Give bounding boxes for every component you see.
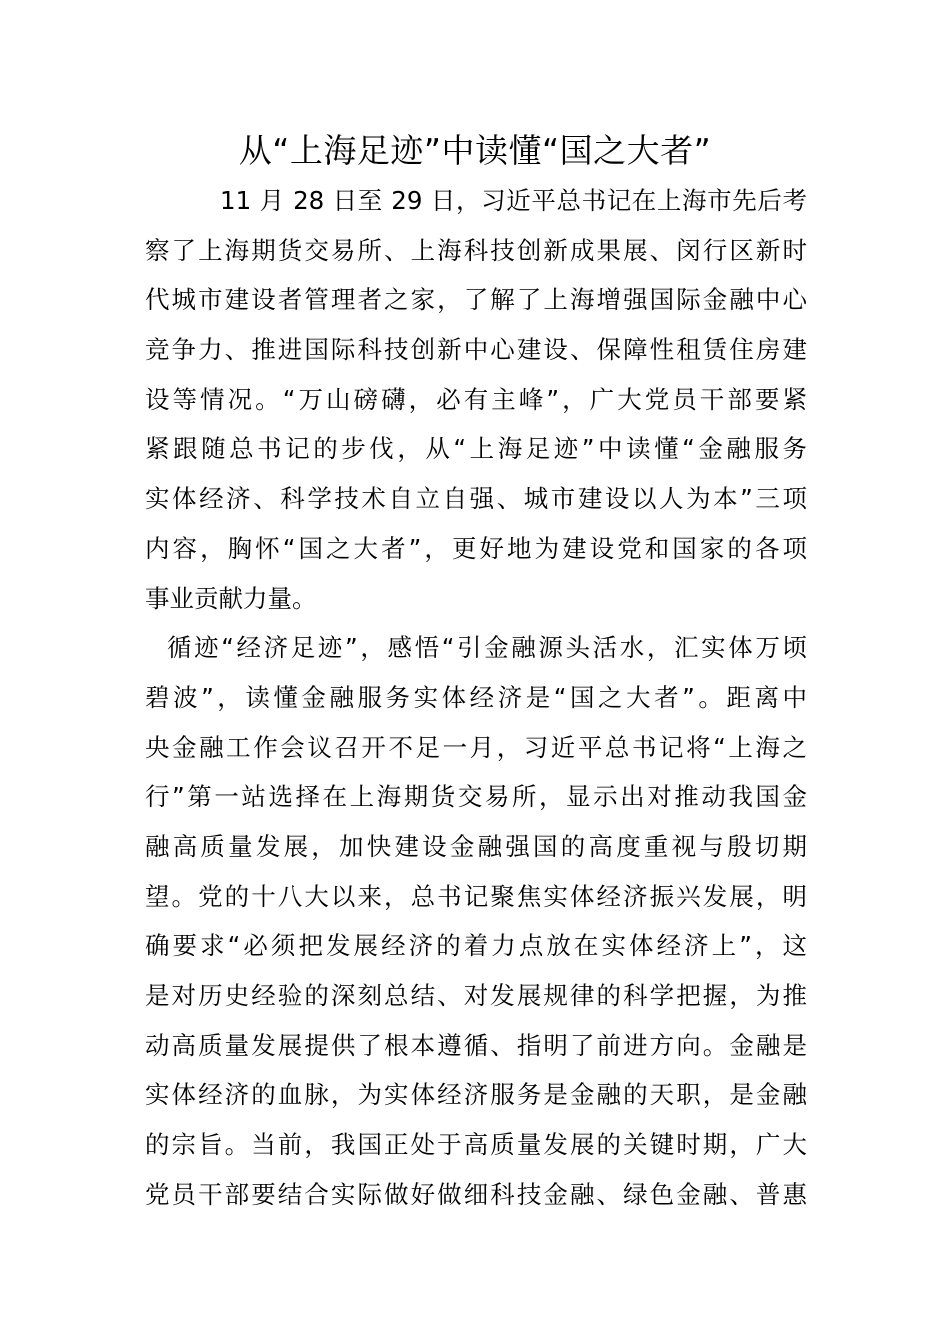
document-body xyxy=(145,176,807,1219)
paragraph-2-line-3: 央金融工作会议召开不足一月，习近平总书记将“上海之 xyxy=(145,732,807,762)
paragraph-1-line-8: 内容，胸怀“国之大者”，更好地为建设党和国家的各项 xyxy=(145,533,807,563)
paragraph-2-line-7: 确要求“必须把发展经济的着力点放在实体经济上”，这 xyxy=(145,931,807,961)
paragraph-2-line-11: 的宗旨。当前，我国正处于高质量发展的关键时期，广大 xyxy=(145,1130,807,1160)
paragraph-1-line-3: 代城市建设者管理者之家，了解了上海增强国际金融中心 xyxy=(145,285,807,315)
paragraph-1-line-1: 11 月 28 日至 29 日，习近平总书记在上海市先后考 xyxy=(220,186,807,215)
paragraph-2-line-4: 行”第一站选择在上海期货交易所，显示出对推动我国金 xyxy=(145,782,807,812)
paragraph-1-line-6: 紧跟随总书记的步伐，从“上海足迹”中读懂“金融服务 xyxy=(145,434,807,464)
paragraph-2-line-10: 实体经济的血脉，为实体经济服务是金融的天职，是金融 xyxy=(145,1080,807,1110)
paragraph-1-line-5: 设等情况。“万山磅礴，必有主峰”，广大党员干部要紧 xyxy=(145,384,807,414)
paragraph-1-line-9: 事业贡献力量。 xyxy=(145,583,317,613)
paragraph-1-line-7: 实体经济、科学技术自立自强、城市建设以人为本”三项 xyxy=(145,484,807,514)
paragraph-2-line-6: 望。党的十八大以来，总书记聚焦实体经济振兴发展，明 xyxy=(145,881,807,911)
document-title: 从“上海足迹”中读懂“国之大者” xyxy=(238,131,712,170)
paragraph-1-line-4: 竞争力、推进国际科技创新中心建设、保障性租赁住房建 xyxy=(145,335,807,365)
paragraph-2-line-1: 循迹“经济足迹”，感悟“引金融源头活水，汇实体万顷 xyxy=(167,633,807,663)
paragraph-2-line-5: 融高质量发展，加快建设金融强国的高度重视与殷切期 xyxy=(145,831,807,861)
paragraph-1-line-2: 察了上海期货交易所、上海科技创新成果展、闵行区新时 xyxy=(145,235,807,265)
paragraph-2-line-12: 党员干部要结合实际做好做细科技金融、绿色金融、普惠 xyxy=(145,1179,807,1209)
paragraph-2-line-2: 碧波”，读懂金融服务实体经济是“国之大者”。距离中 xyxy=(145,682,807,712)
paragraph-2-line-8: 是对历史经验的深刻总结、对发展规律的科学把握，为推 xyxy=(145,981,807,1010)
paragraph-2-line-9: 动高质量发展提供了根本遵循、指明了前进方向。金融是 xyxy=(145,1030,807,1060)
